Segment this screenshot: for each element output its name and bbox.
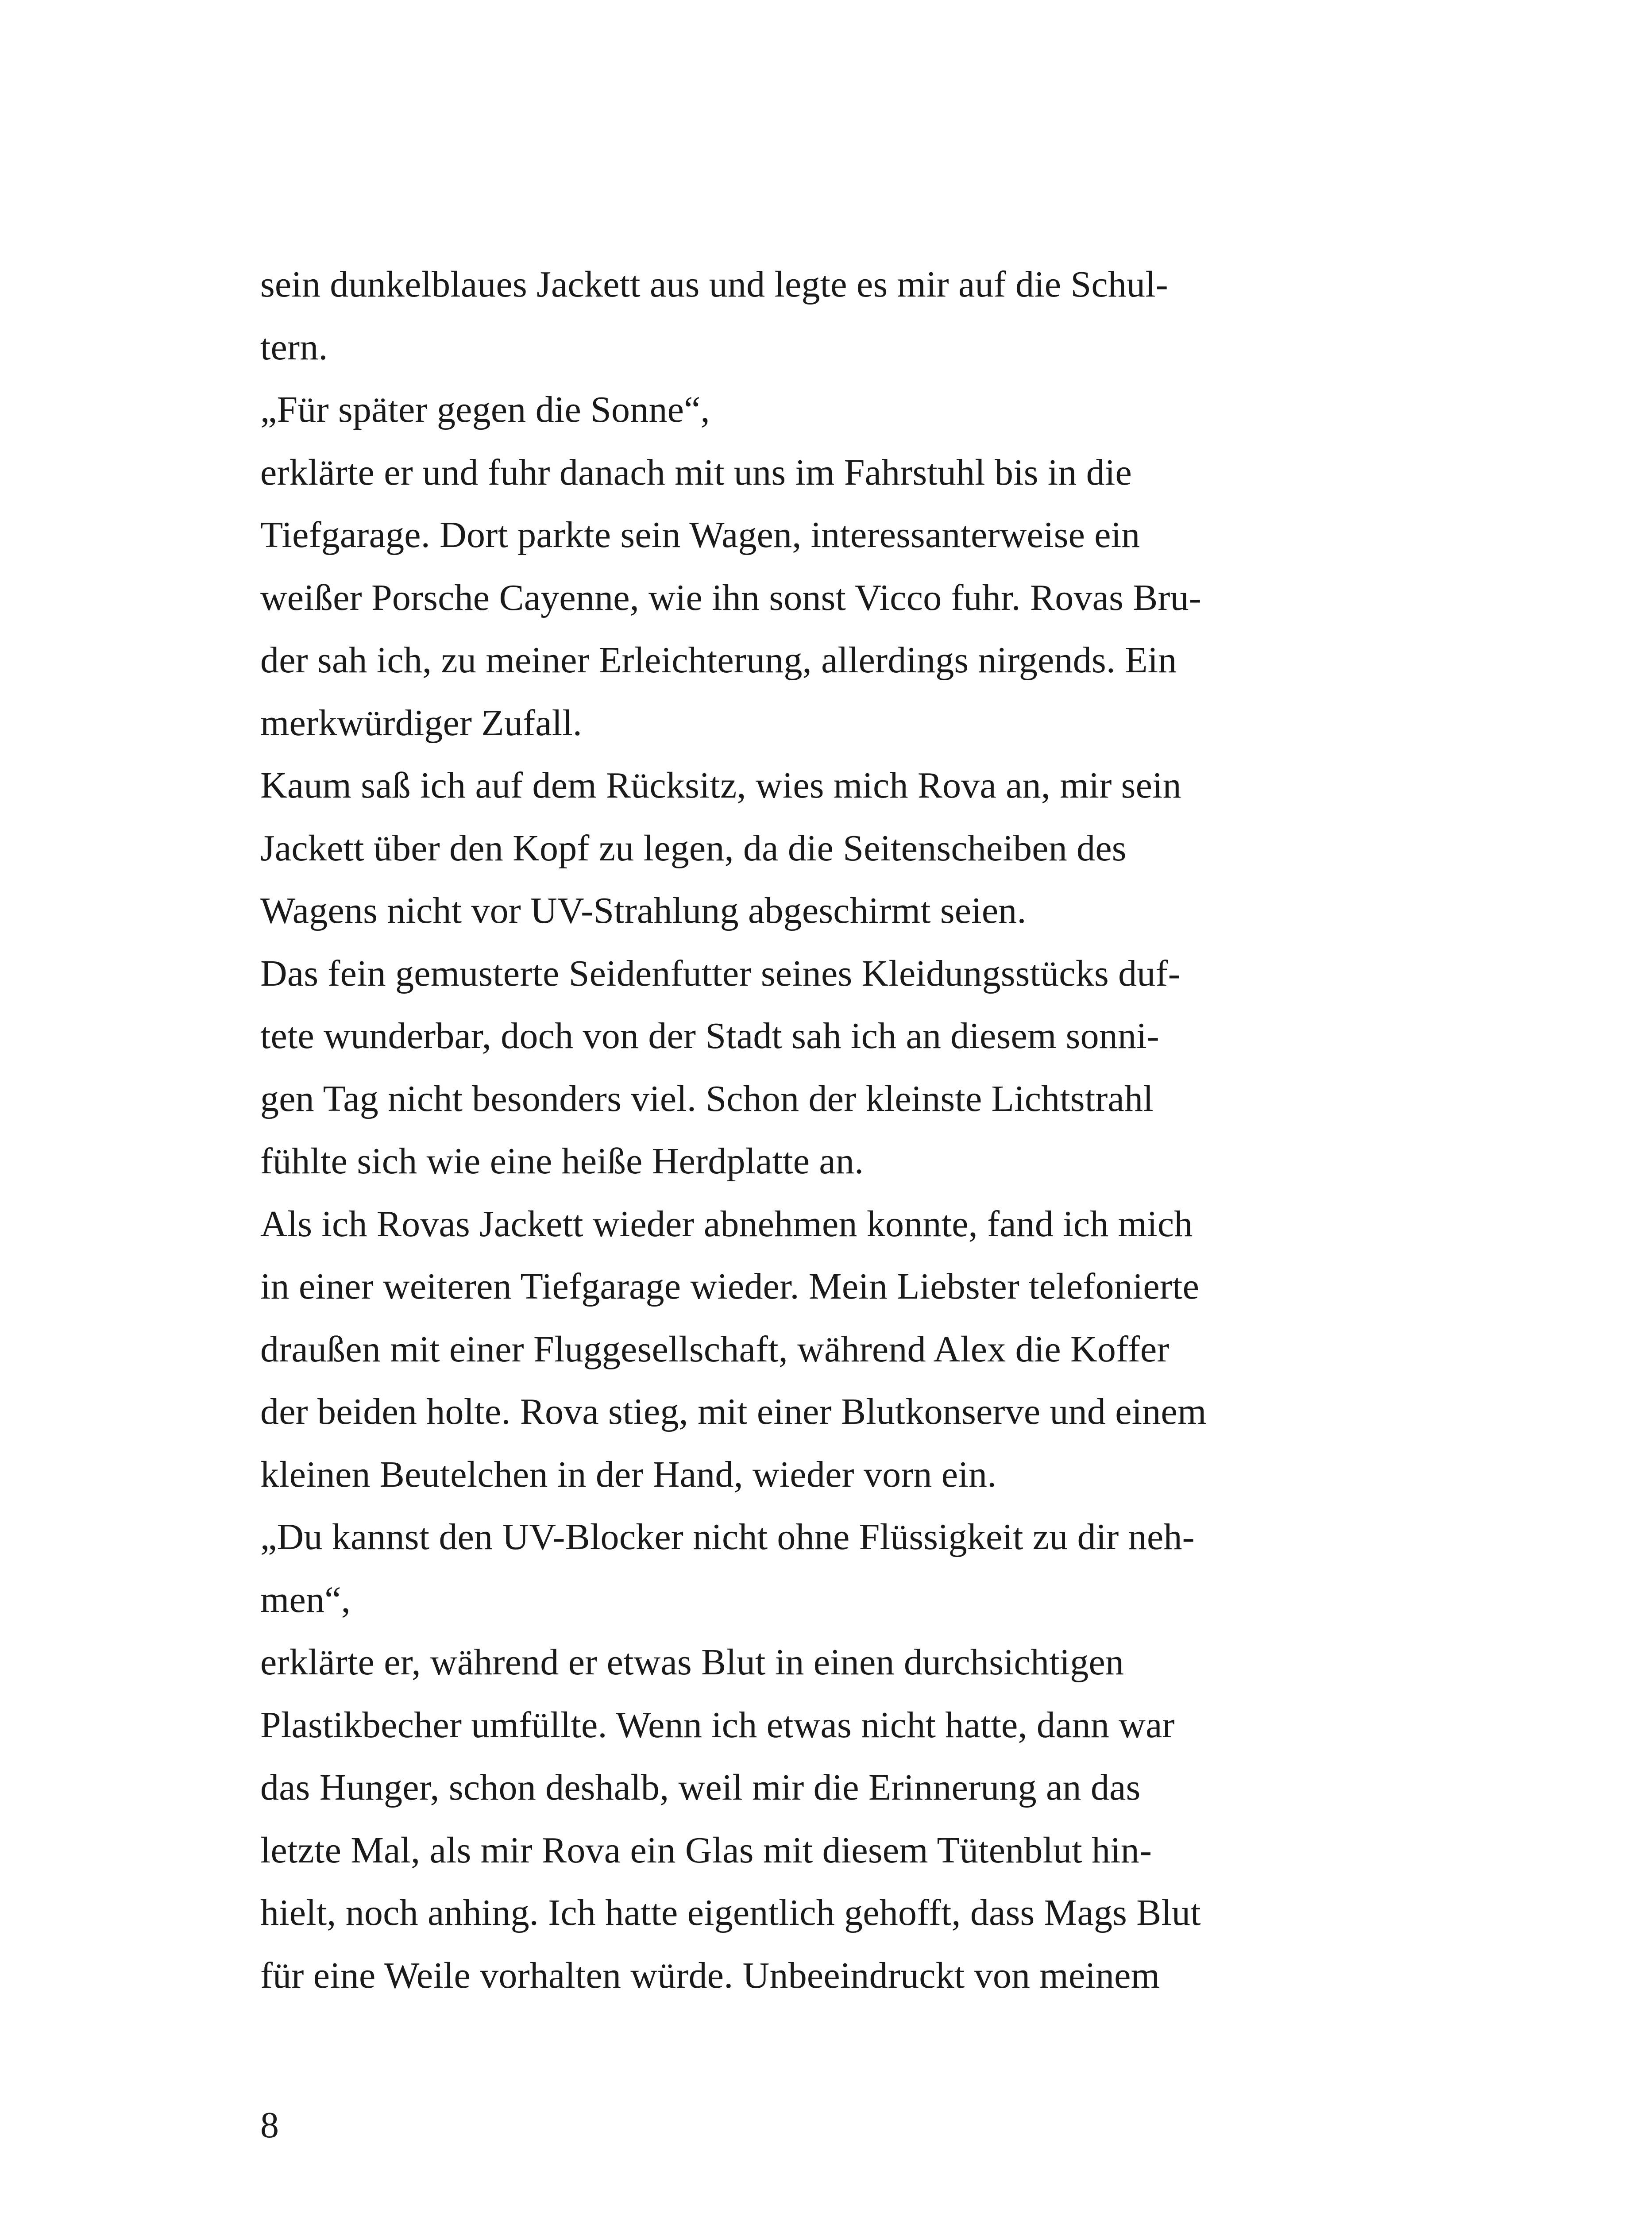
text-line: „Für später gegen die Sonne“, xyxy=(260,389,710,430)
text-line: gen Tag nicht besonders viel. Schon der kleinste Lichtstrahl xyxy=(260,1078,1154,1119)
text-line: der sah ich, zu meiner Erleichterung, allerdings nirgends. Ein xyxy=(260,640,1177,681)
text-line: erklärte er und fuhr danach mit uns im Fahrstuhl bis in die xyxy=(260,451,1132,493)
text-line: der beiden holte. Rova stieg, mit einer Blutkonserve und einem xyxy=(260,1391,1207,1432)
text-line: Jackett über den Kopf zu legen, da die Seitenscheiben des xyxy=(260,827,1127,869)
text-line: hielt, noch anhing. Ich hatte eigentlich gehofft, dass Mags Blut xyxy=(260,1892,1201,1933)
body-text xyxy=(260,253,1588,2007)
text-line: tete wunderbar, doch von der Stadt sah ich an diesem sonni- xyxy=(260,1015,1159,1056)
text-line: draußen mit einer Fluggesellschaft, während Alex die Koffer xyxy=(260,1328,1170,1370)
text-line: tern. xyxy=(260,326,328,368)
text-line: Als ich Rovas Jackett wieder abnehmen konnte, fand ich mich xyxy=(260,1203,1193,1245)
text-line: fühlte sich wie eine heiße Herdplatte an. xyxy=(260,1141,864,1182)
text-line: das Hunger, schon deshalb, weil mir die Erinnerung an das xyxy=(260,1767,1141,1808)
text-line: Das fein gemusterte Seidenfutter seines Kleidungsstücks duf- xyxy=(260,952,1181,994)
text-line: sein dunkelblaues Jackett aus und legte es mir auf die Schul- xyxy=(260,264,1168,305)
text-line: in einer weiteren Tiefgarage wieder. Mein Liebster telefonierte xyxy=(260,1266,1200,1307)
text-line: letzte Mal, als mir Rova ein Glas mit diesem Tütenblut hin- xyxy=(260,1829,1152,1871)
page-number: 8 xyxy=(260,2105,279,2146)
text-line: merkwürdiger Zufall. xyxy=(260,702,583,744)
text-line: weißer Porsche Cayenne, wie ihn sonst Vicco fuhr. Rovas Bru- xyxy=(260,577,1201,618)
text-line: Kaum saß ich auf dem Rücksitz, wies mich Rova an, mir sein xyxy=(260,765,1181,806)
text-line: für eine Weile vorhalten würde. Unbeeindruckt von meinem xyxy=(260,1955,1160,1996)
text-line: Tiefgarage. Dort parkte sein Wagen, interessanterweise ein xyxy=(260,514,1140,555)
text-line: „Du kannst den UV-Blocker nicht ohne Flüssigkeit zu dir neh- xyxy=(260,1516,1195,1558)
text-line: men“, xyxy=(260,1579,351,1620)
text-line: Plastikbecher umfüllte. Wenn ich etwas nicht hatte, dann war xyxy=(260,1704,1175,1746)
text-line: kleinen Beutelchen in der Hand, wieder vorn ein. xyxy=(260,1453,997,1495)
text-line: Wagens nicht vor UV-Strahlung abgeschirmt seien. xyxy=(260,890,1027,931)
text-line: erklärte er, während er etwas Blut in einen durchsichtigen xyxy=(260,1642,1124,1683)
